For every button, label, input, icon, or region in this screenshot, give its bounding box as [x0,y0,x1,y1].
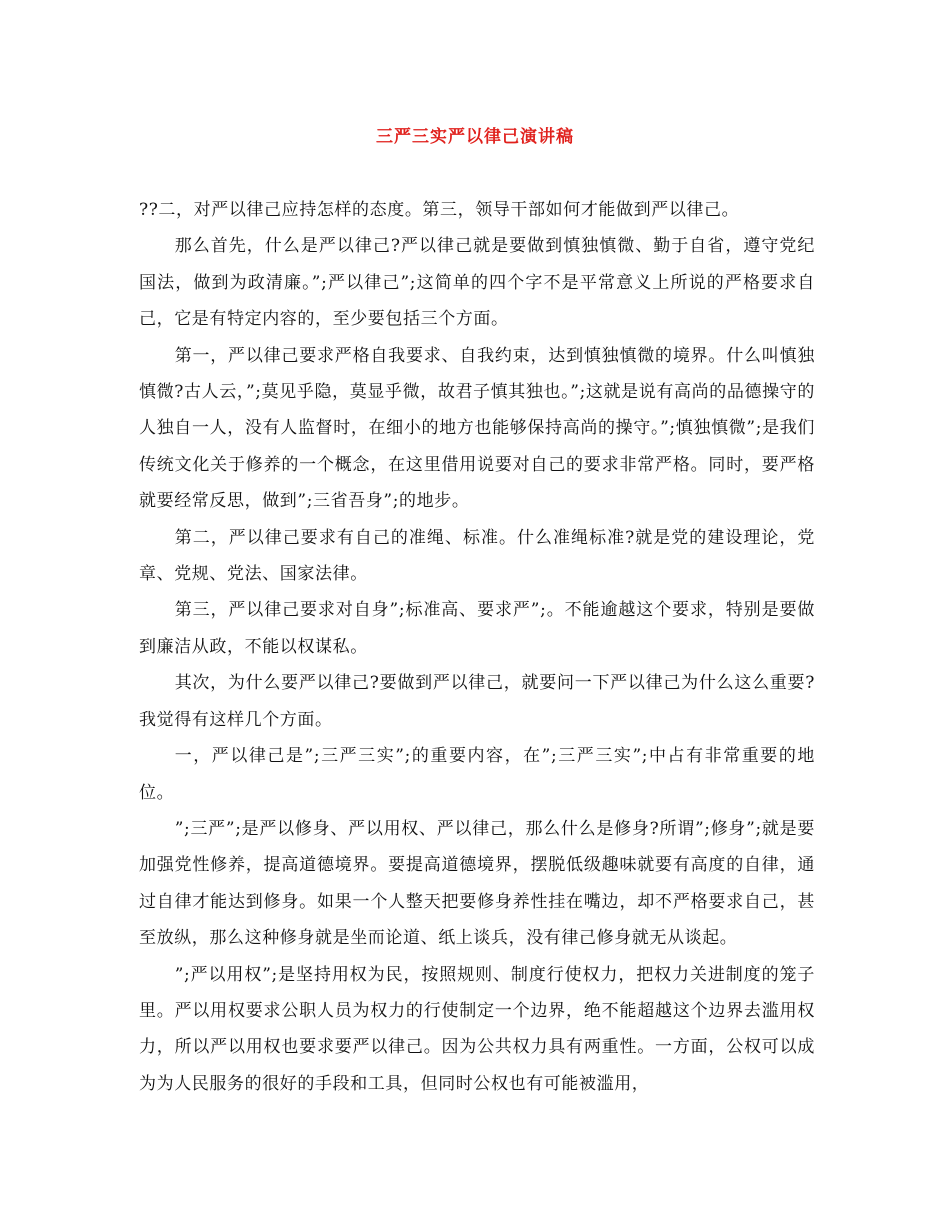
paragraph-6: 其次，为什么要严以律己?要做到严以律己，就要问一下严以律己为什么这么重要?我觉得有这样几个方面。 [139,673,815,730]
document-body [139,192,815,1102]
document-title: 三严三实严以律己演讲稿 [376,127,574,147]
paragraph-3: 第一，严以律己要求严格自我要求、自我约束，达到慎独慎微的境界。什么叫慎独慎微?古人云，”;莫见乎隐，莫显乎微，故君子慎其独也。”;这就是说有高尚的品德操守的人独自一人，没有人监督时，在细小的地方也能够保持高尚的操守。”;慎独慎微”;是我们传统文化关于修养的一个概念，在这里借用说要对自己的要求非常严格。同时，要严格就要经常反思，做到”;三省吾身”;的地步。 [139,345,815,512]
paragraph-9: ”;严以用权”;是坚持用权为民，按照规则、制度行使权力，把权力关进制度的笼子里。严以用权要求公职人员为权力的行使制定一个边界，绝不能超越这个边界去滥用权力，所以严以用权也要求要严以律己。因为公共权力具有两重性。一方面，公权可以成为为人民服务的很好的手段和工具，但同时公权也有可能被滥用， [139,964,815,1094]
paragraph-8: ”;三严”;是严以修身、严以用权、严以律己，那么什么是修身?所谓”;修身”;就是要加强党性修养，提高道德境界。要提高道德境界，摆脱低级趣味就要有高度的自律，通过自律才能达到修身。如果一个人整天把要修身养性挂在嘴边，却不严格要求自己，甚至放纵，那么这种修身就是坐而论道、纸上谈兵，没有律己修身就无从谈起。 [139,818,815,949]
paragraph-4: 第二，严以律己要求有自己的准绳、标准。什么准绳标准?就是党的建设理论，党章、党规、党法、国家法律。 [139,527,815,585]
paragraph-2: 那么首先，什么是严以律己?严以律己就是要做到慎独慎微、勤于自省，遵守党纪国法，做到为政清廉。”;严以律己”;这简单的四个字不是平常意义上所说的严格要求自己，它是有特定内容的，至少要包括三个方面。 [139,236,815,330]
paragraph-1: ??二，对严以律己应持怎样的态度。第三，领导干部如何才能做到严以律己。 [139,200,740,220]
paragraph-7: 一，严以律己是”;三严三实”;的重要内容，在”;三严三实”;中占有非常重要的地位。 [139,746,815,803]
paragraph-5: 第三，严以律己要求对自身”;标准高、要求严”;。不能逾越这个要求，特别是要做到廉洁从政，不能以权谋私。 [139,600,815,657]
